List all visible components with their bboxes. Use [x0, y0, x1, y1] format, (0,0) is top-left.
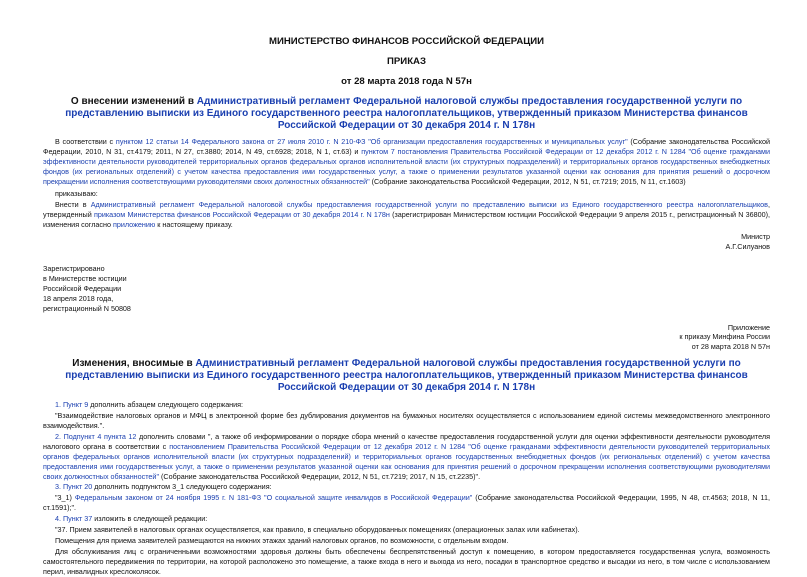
item-1-link[interactable]: 1. Пункт 9	[55, 400, 89, 410]
item-4-quote-3: Для обслуживания лиц с ограниченными возможностями здоровья должны быть обеспечены беспрепятственный доступ к помещению, в котором предоставляется государственная услуга, возможность самостоятельного передвижения по территории, на которой расположено это помещение, а также входа в него и выхода из него, посадки в транспортное средство и высадки из него, в том числе с использованием перил, инвалидных креслоколясок.	[43, 546, 770, 576]
item-2	[43, 432, 770, 482]
preamble-text-2: (Собрание законодательства Российской Федерации, 2010, N 31, ст.4179; 2011, N 27, ст.3880; 2014, N 49, ст.6928; 2018, N 1, ст.63) и	[43, 137, 771, 156]
order-word: приказываю:	[55, 188, 98, 198]
item-3-quote	[43, 493, 770, 513]
appendix-reference	[43, 323, 770, 353]
order-title-prefix: О внесении изменений в	[70, 96, 197, 107]
clause-paragraph	[43, 200, 770, 230]
item-3-quote-end: (Собрание законодательства Российской Федерации, 1995, N 48, ст.4563; 2018, N 11, ст.1591);".	[43, 493, 770, 513]
signature-role: Министр	[741, 232, 770, 242]
item-4-text: изложить в следующей редакции:	[92, 514, 208, 524]
appendix-title	[43, 358, 770, 394]
item-3-quote-start: "3_1)	[55, 493, 75, 503]
clause-link-appendix[interactable]: приложению	[112, 220, 156, 230]
item-3-text: дополнить подпунктом 3_1 следующего содержания:	[92, 482, 272, 492]
registration-line-1: Зарегистрировано	[43, 263, 105, 273]
date-number-heading: от 28 марта 2018 года N 57н	[341, 76, 472, 87]
order-title-link[interactable]: Административный регламент Федеральной налоговой службы предоставления государственной услуги по представлению выписки из Единого государственного реестра налогоплательщиков, утвержденный приказом Министерства финансов Российской Федерации от 30 декабря 2014 г. N 178н	[65, 96, 748, 131]
registration-line-3: Российской Федерации	[43, 283, 122, 293]
order-title	[43, 96, 770, 132]
item-4-quote-2: Помещения для приема заявителей размещаются на нижних этажах зданий налоговых органов, по возможности, с отдельным входом.	[55, 536, 509, 545]
registration-line-5: регистрационный N 50808	[43, 303, 131, 313]
clause-link-regulation[interactable]: Административный регламент Федеральной налоговой службы предоставления государственной услуги по представлению выписки из Единого государственного реестра налогоплательщиков	[90, 200, 768, 210]
item-2-link[interactable]: 2. Подпункт 4 пункта 12	[55, 431, 137, 441]
doc-type-heading: ПРИКАЗ	[387, 56, 426, 67]
preamble-link-law-210[interactable]: пунктом 12 статьи 14 Федерального закона от 27 июля 2010 г. N 210-ФЗ "Об организации предоставления государственных и муниципальных услуг"	[115, 137, 628, 146]
appendix-ref-line-2: к приказу Минфина России	[679, 332, 770, 342]
appendix-title-prefix: Изменения, вносимые в	[72, 358, 196, 370]
item-4	[43, 514, 770, 524]
clause-text-2: , утвержденный	[43, 200, 770, 220]
clause-text-4: к настоящему приказу.	[155, 220, 233, 230]
item-1-quote: "Взаимодействие налоговых органов и МФЦ в электронной форме без дублирования документов на бумажных носителях осуществляется с использованием единой системы межведомственного электронного взаимодействия.".	[43, 411, 770, 431]
item-3-link[interactable]: 3. Пункт 20	[55, 482, 93, 492]
clause-link-order-178n[interactable]: приказом Министерства финансов Российской Федерации от 30 декабря 2014 г. N 178н	[93, 210, 390, 220]
item-1-text: дополнить абзацем следующего содержания:	[88, 400, 244, 410]
item-1	[43, 400, 770, 410]
item-3	[43, 482, 770, 492]
appendix-ref-line-1: Приложение	[727, 322, 770, 332]
item-2-text-2: (Собрание законодательства Российской Федерации, 2012, N 51, ст.7219; 2017, N 15, ст.2235)".	[159, 471, 481, 481]
item-2-link-resolution[interactable]: постановлением Правительства Российской Федерации от 12 декабря 2012 г. N 1284 "Об оценке гражданами эффективности деятельности руководителей территориальных органов федеральных органов исполнительной власти (их структурных подразделений) и территориальных органов государственных внебюджетных фондов (их региональных отделений) с учетом качества предоставления ими государственных услуг, а также о применении результатов указанной оценки как основания для принятия решений о досрочном прекращении исполнения соответствующими руководителями своих должностных обязанностей"	[43, 441, 770, 481]
preamble-text-1: В соответствии с	[55, 137, 116, 146]
item-3-quote-link[interactable]: Федеральным законом от 24 ноября 1995 г. N 181-ФЗ "О социальной защите инвалидов в Российской Федерации"	[74, 493, 473, 503]
item-2-text-1: дополнить словами ", а также об информировании о порядке сбора мнений о качестве предоставления государственной услуги для оценки эффективности деятельности руководителя налогового органа в соответствии с	[43, 431, 770, 451]
preamble-paragraph	[43, 137, 770, 187]
signature-name: А.Г.Силуанов	[725, 242, 770, 252]
item-4-link[interactable]: 4. Пункт 37	[55, 514, 93, 524]
registration-line-4: 18 апреля 2018 года,	[43, 293, 114, 303]
registration-block	[43, 264, 770, 314]
amendments-list	[43, 400, 770, 576]
clause-text-3: (зарегистрирован Министерством юстиции Российской Федерации 9 апреля 2015 г., регистрационный N 36800), изменения согласно	[43, 210, 771, 230]
signature-block	[43, 232, 770, 252]
item-4-quote-1: "37. Прием заявителей в налоговых органах осуществляется, как правило, в специально оборудованных помещениях (операционных залах или кабинетах).	[55, 525, 580, 535]
ministry-heading: МИНИСТЕРСТВО ФИНАНСОВ РОССИЙСКОЙ ФЕДЕРАЦИИ	[268, 36, 545, 47]
appendix-title-link[interactable]: Административный регламент Федеральной налоговой службы предоставления государственной услуги по представлению выписки из Единого государственного реестра налогоплательщиков, утвержденный приказом Министерства финансов Российской Федерации от 30 декабря 2014 г. N 178н	[65, 358, 748, 394]
appendix-ref-line-3: от 28 марта 2018 N 57н	[691, 342, 770, 352]
preamble-link-resolution-1284[interactable]: пунктом 7 постановления Правительства Российской Федерации от 12 декабря 2012 г. N 1284 "Об оценке гражданами эффективности деятельности руководителей территориальных органов федеральных органов исполнительной власти (их структурных подразделений) и территориальных органов государственных внебюджетных фондов (их региональных отделений) с учетом качества предоставления ими государственных услуг, а также о применении результатов указанной оценки как основания для принятия решений о досрочном прекращении исполнения соответствующими руководителями своих должностных обязанностей"	[43, 146, 770, 186]
registration-line-2: в Министерстве юстиции	[43, 273, 127, 283]
preamble-text-3: (Собрание законодательства Российской Федерации, 2012, N 51, ст.7219; 2015, N 11, ст.1603)	[369, 176, 686, 186]
clause-text-1: Внести в	[55, 200, 91, 210]
